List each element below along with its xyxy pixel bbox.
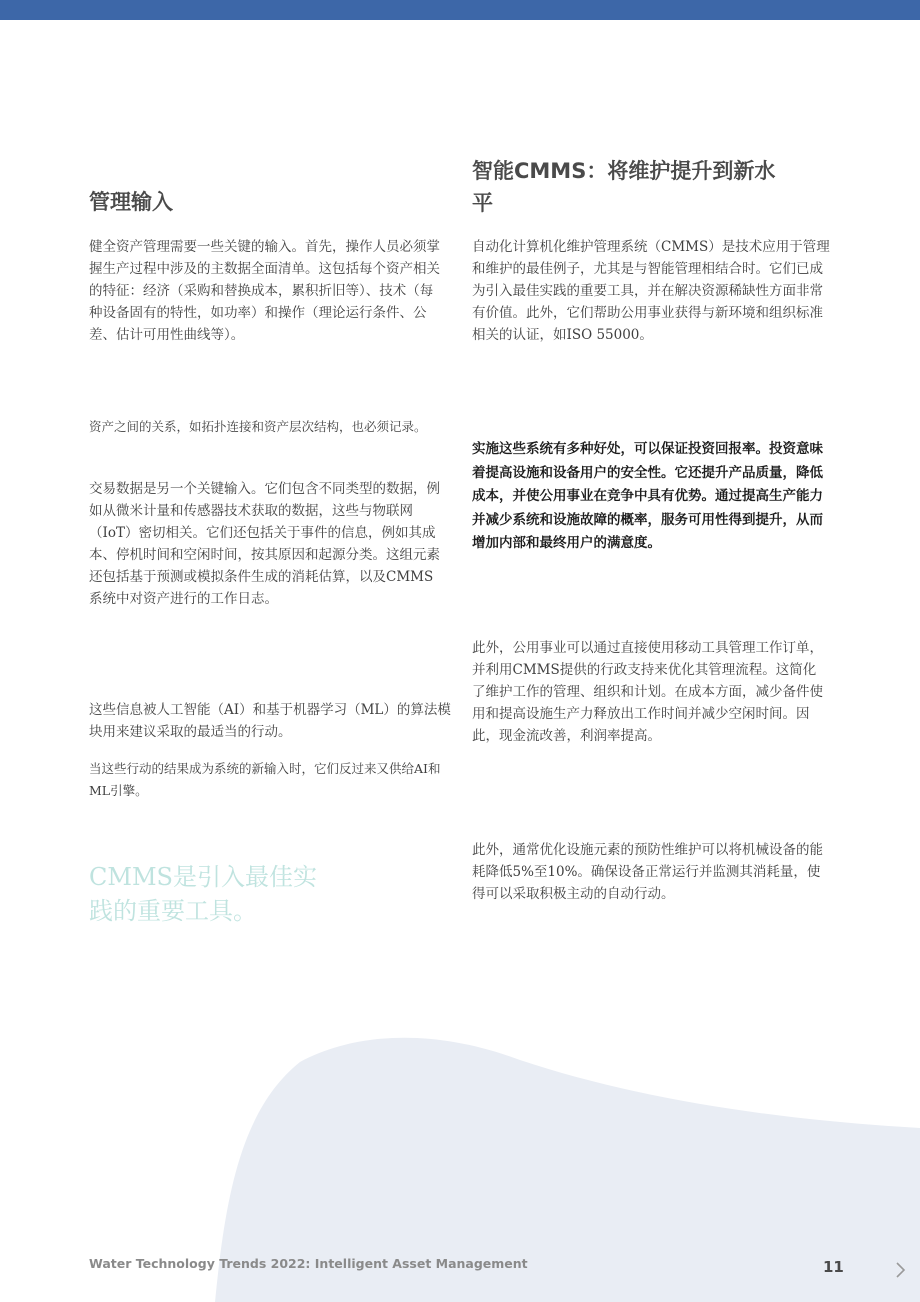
right-paragraph-4: 此外，通常优化设施元素的预防性维护可以将机械设备的能耗降低5%至10%。确保设备正常运行并监测其消耗量，使得可以采取积极主动的自动行动。 (472, 842, 823, 902)
right-paragraph-1: 自动化计算机化维护管理系统（CMMS）是技术应用于管理和维护的最佳例子，尤其是与智能管理相结合时。它们已成为引入最佳实践的重要工具，并在解决资源稀缺性方面非常有价值。此外，它们帮助公用事业获得与新环境和组织标准相关的认证，如ISO 55000。 (472, 239, 830, 343)
left-paragraph-1: 健全资产管理需要一些关键的输入。首先，操作人员必须掌握生产过程中涉及的主数据全面清单。这包括每个资产相关的特征：经济（采购和替换成本，累积折旧等）、技术（每种设备固有的特性，如功率）和操作（理论运行条件、公差、估计可用性曲线等）。 (89, 239, 440, 343)
left-heading: 管理输入 (89, 190, 173, 214)
left-paragraph-2: 资产之间的关系，如拓扑连接和资产层次结构，也必须记录。 (89, 419, 427, 434)
page-number: 11 (823, 1258, 844, 1276)
left-paragraph-4: 这些信息被人工智能（AI）和基于机器学习（ML）的算法模块用来建议采取的最适当的行动。 (89, 702, 451, 740)
left-paragraph-5: 当这些行动的结果成为系统的新输入时，它们反过来又供给AI和ML引擎。 (89, 761, 441, 798)
chevron-right-icon[interactable] (893, 1260, 907, 1280)
pull-quote: CMMS是引入最佳实践的重要工具。 (89, 863, 317, 925)
right-paragraph-3: 此外，公用事业可以通过直接使用移动工具管理工作订单，并利用CMMS提供的行政支持来优化其管理流程。这简化了维护工作的管理、组织和计划。在成本方面，减少备件使用和提高设施生产力释放出工作时间并减少空闲时间。因此，现金流改善，利润率提高。 (472, 640, 823, 744)
left-paragraph-3: 交易数据是另一个关键输入。它们包含不同类型的数据，例如从微米计量和传感器技术获取的数据，这些与物联网（IoT）密切相关。它们还包括关于事件的信息，例如其成本、停机时间和空闲时间，按其原因和起源分类。这组元素还包括基于预测或模拟条件生成的消耗估算，以及CMMS系统中对资产进行的工作日志。 (89, 481, 440, 607)
right-heading: 智能CMMS：将维护提升到新水平 (472, 159, 776, 215)
footer-document-title: Water Technology Trends 2022: Intelligent Asset Management (89, 1256, 528, 1271)
right-paragraph-2-bold: 实施这些系统有多种好处，可以保证投资回报率。投资意味着提高设施和设备用户的安全性。它还提升产品质量，降低成本，并使公用事业在竞争中具有优势。通过提高生产能力并减少系统和设施故障的概率，服务可用性得到提升，从而增加内部和最终用户的满意度。 (472, 441, 823, 551)
